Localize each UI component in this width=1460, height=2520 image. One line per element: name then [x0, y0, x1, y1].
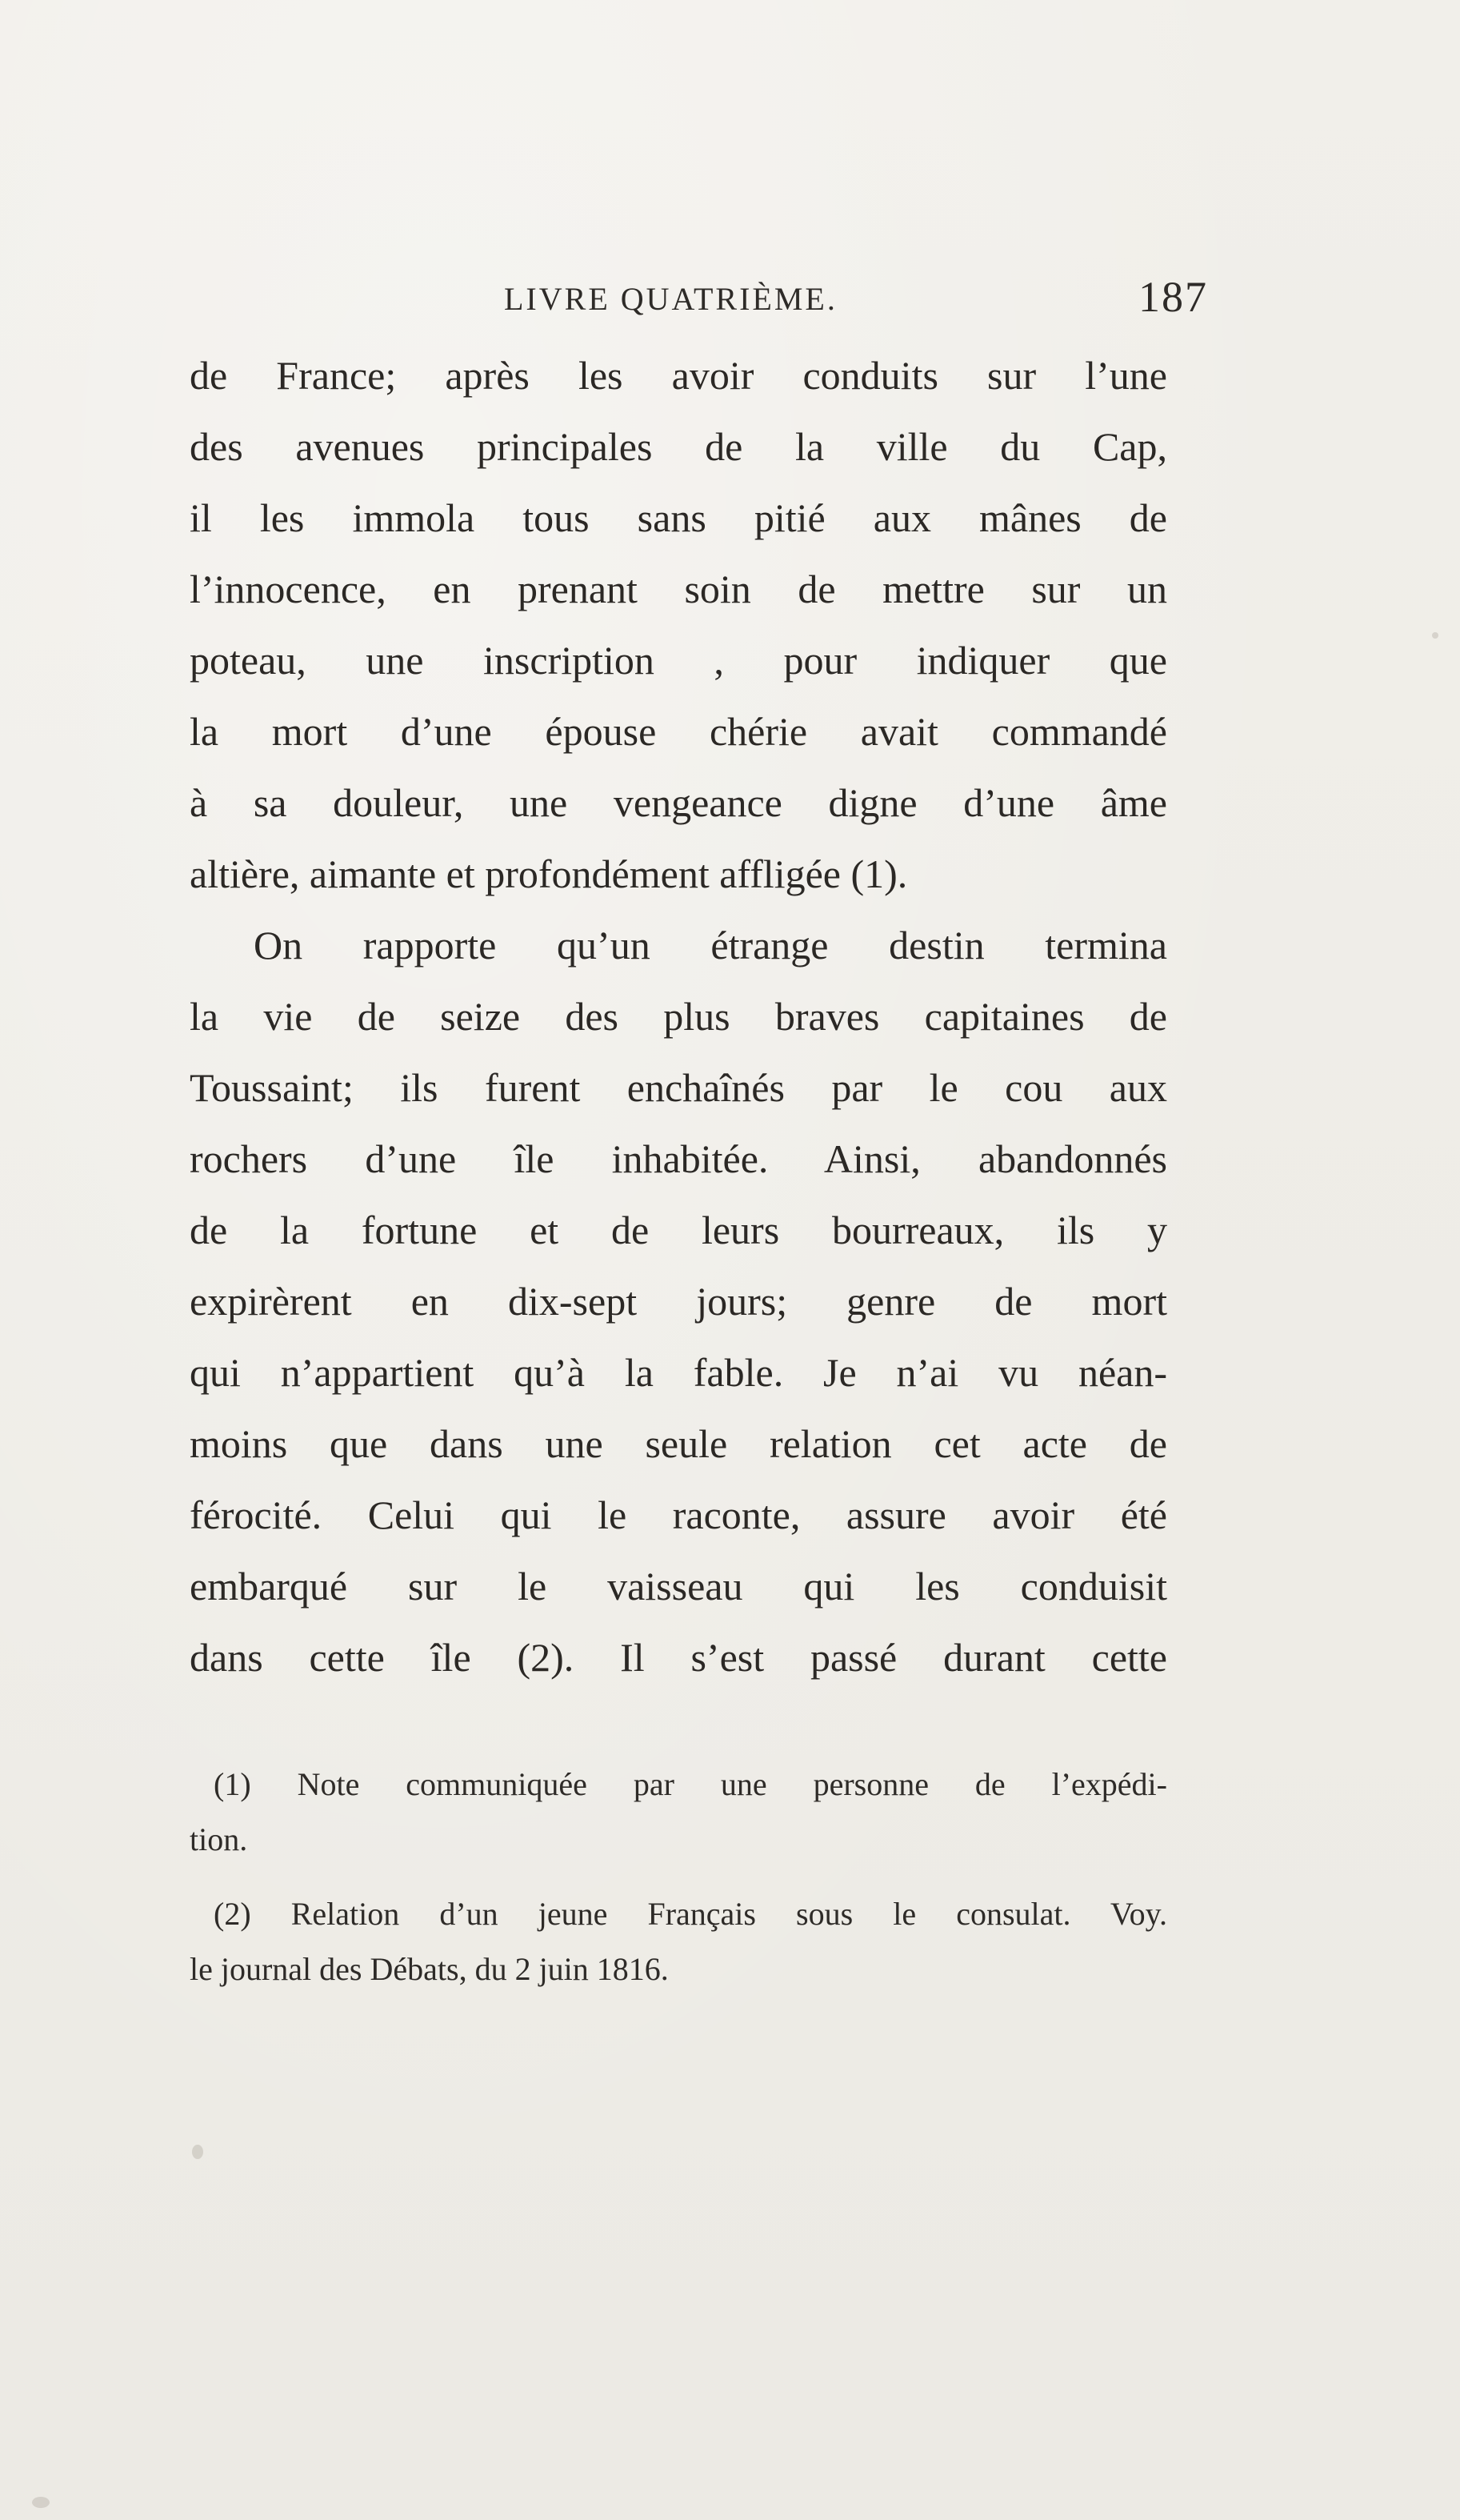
body-line: expirèrent en dix-sept jours; genre de mort	[190, 1279, 1167, 1324]
footnote-1: (1) Note communiquée par une personne de l’expédi-	[214, 1766, 1167, 1802]
paper-spot	[192, 2145, 203, 2159]
body-line: qui n’appartient qu’à la fable. Je n’ai vu néan-	[190, 1350, 1167, 1395]
body-line: des avenues principales de la ville du Cap,	[190, 424, 1167, 469]
footnotes	[190, 1757, 1167, 1997]
running-head	[504, 272, 1208, 328]
paper-spot	[1432, 632, 1438, 639]
body-line: poteau, une inscription , pour indiquer que	[190, 638, 1167, 683]
body-line: rochers d’une île inhabitée. Ainsi, abandonnés	[190, 1136, 1167, 1181]
body-line: la vie de seize des plus braves capitaines de	[190, 994, 1167, 1039]
footnote-2: (2) Relation d’un jeune Français sous le consulat. Voy.	[214, 1896, 1167, 1932]
body-line: altière, aimante et profondément affligée (1).	[190, 851, 908, 896]
body-line: férocité. Celui qui le raconte, assure avoir été	[190, 1492, 1167, 1537]
body-text	[190, 340, 1167, 1693]
body-line: On rapporte qu’un étrange destin termina	[254, 923, 1167, 968]
body-line: de la fortune et de leurs bourreaux, ils y	[190, 1208, 1167, 1252]
body-line: l’innocence, en prenant soin de mettre sur un	[190, 567, 1167, 611]
body-line: Toussaint; ils furent enchaînés par le cou aux	[190, 1065, 1167, 1110]
body-line: embarqué sur le vaisseau qui les conduisit	[190, 1564, 1167, 1609]
body-line: moins que dans une seule relation cet acte de	[190, 1421, 1167, 1466]
footnote-2-continued: le journal des Débats, du 2 juin 1816.	[190, 1951, 669, 1987]
body-line: dans cette île (2). Il s’est passé durant cette	[190, 1635, 1167, 1680]
body-line: la mort d’une épouse chérie avait commandé	[190, 709, 1167, 754]
body-line: il les immola tous sans pitié aux mânes de	[190, 495, 1167, 540]
body-line: à sa douleur, une vengeance digne d’une âme	[190, 780, 1167, 825]
page-number: 187	[1138, 273, 1208, 321]
paper-spot	[32, 2497, 50, 2508]
footnote-1-continued: tion.	[190, 1821, 248, 1857]
running-title: LIVRE QUATRIÈME.	[504, 281, 838, 317]
body-line: de France; après les avoir conduits sur l’une	[190, 353, 1167, 398]
